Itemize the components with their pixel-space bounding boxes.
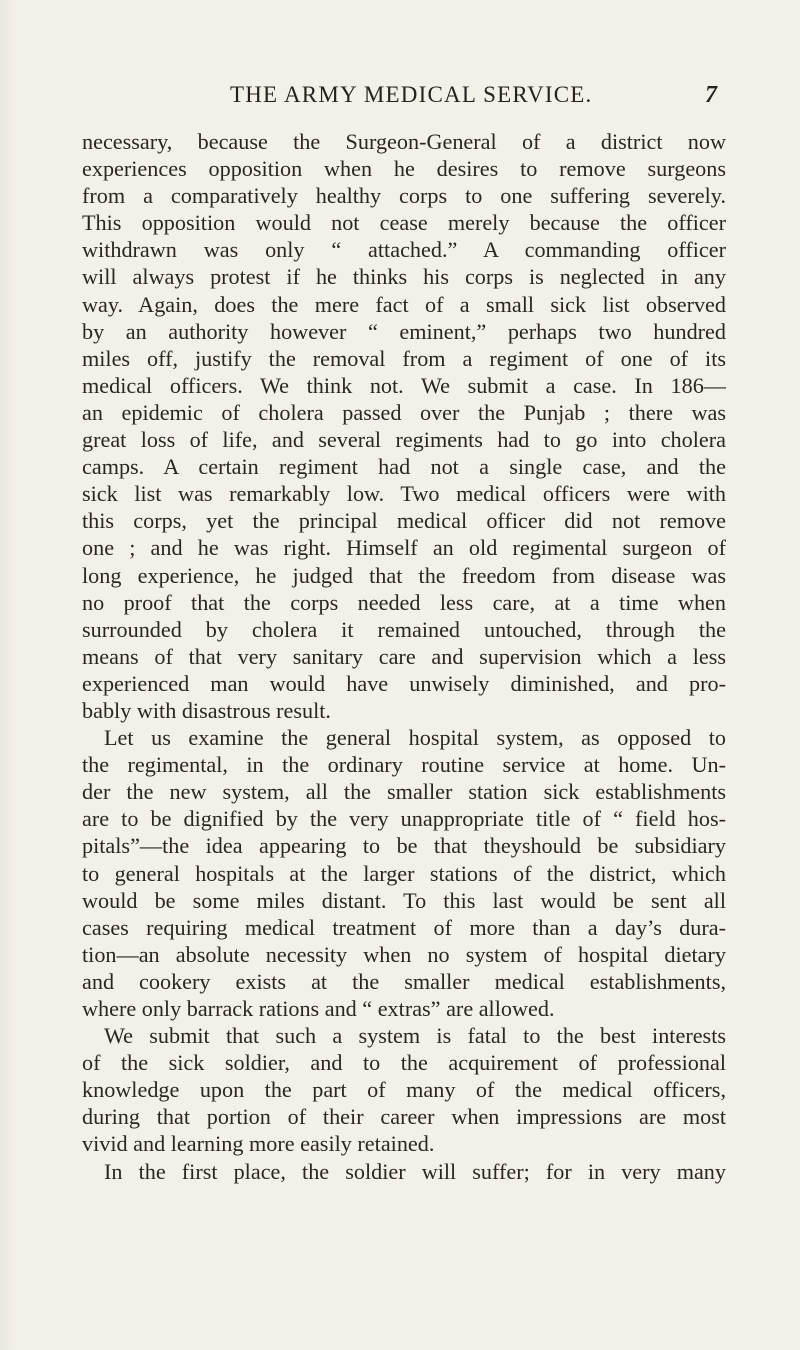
text-line: would be some miles distant. To this last would be sent all — [82, 887, 726, 913]
text-line: during that portion of their career when impressions are most — [82, 1104, 726, 1130]
text-line: one ; and he was right. Himself an old regimental surgeon of — [82, 535, 726, 561]
text-line: vivid and learning more easily retained. — [82, 1131, 435, 1157]
text-line: by an authority however “ eminent,” perhaps two hundred — [82, 318, 726, 344]
text-line: the regimental, in the ordinary routine service at home. Un- — [82, 752, 726, 778]
body-text — [82, 128, 726, 1185]
text-line: surrounded by cholera it remained untouched, through the — [82, 616, 726, 642]
text-line: where only barrack rations and “ extras” are allowed. — [82, 996, 555, 1021]
text-line: medical officers. We think not. We submit a case. In 186— — [82, 372, 726, 398]
text-line: to general hospitals at the larger stations of the district, which — [82, 860, 726, 886]
text-line: great loss of life, and several regiments had to go into cholera — [82, 427, 726, 453]
text-line: withdrawn was only “ attached.” A commanding officer — [82, 237, 726, 263]
text-line: We submit that such a system is fatal to the best interests — [104, 1023, 726, 1049]
text-line: of the sick soldier, and to the acquirement of professional — [82, 1050, 726, 1076]
text-line: way. Again, does the mere fact of a small sick list observed — [82, 291, 726, 317]
text-line: Let us examine the general hospital system, as opposed to — [104, 725, 726, 751]
running-title: THE ARMY MEDICAL SERVICE. — [230, 82, 593, 107]
text-line: an epidemic of cholera passed over the Punjab ; there was — [82, 399, 726, 425]
text-line: and cookery exists at the smaller medical establishments, — [82, 968, 726, 994]
text-line: experienced man would have unwisely diminished, and pro- — [82, 670, 726, 696]
text-line: from a comparatively healthy corps to one suffering severely. — [82, 183, 726, 209]
page-number: 7 — [705, 82, 717, 108]
text-line: tion—an absolute necessity when no system of hospital dietary — [82, 941, 726, 967]
text-line: experiences opposition when he desires to remove surgeons — [82, 156, 726, 182]
running-head — [0, 82, 800, 116]
text-line: camps. A certain regiment had not a single case, and the — [82, 454, 726, 480]
text-line: knowledge upon the part of many of the medical officers, — [82, 1077, 726, 1103]
text-line: cases requiring medical treatment of more than a day’s dura- — [82, 914, 726, 940]
text-line: necessary, because the Surgeon-General of a district now — [82, 129, 726, 154]
text-line: no proof that the corps needed less care, at a time when — [82, 589, 726, 615]
text-line: miles off, justify the removal from a regiment of one of its — [82, 345, 726, 371]
text-line: sick list was remarkably low. Two medical officers were with — [82, 481, 726, 507]
text-line: pitals”—the idea appearing to be that theyshould be subsidiary — [82, 833, 726, 859]
text-line: In the first place, the soldier will suffer; for in very many — [104, 1158, 726, 1184]
text-line: der the new system, all the smaller station sick establishments — [82, 779, 726, 805]
text-line: are to be dignified by the very unappropriate title of “ field hos- — [82, 806, 726, 832]
text-line: This opposition would not cease merely because the officer — [82, 210, 726, 236]
text-line: bably with disastrous result. — [82, 697, 331, 723]
text-line: this corps, yet the principal medical officer did not remove — [82, 508, 726, 534]
text-line: long experience, he judged that the freedom from disease was — [82, 562, 726, 588]
text-line: means of that very sanitary care and supervision which a less — [82, 643, 726, 669]
text-line: will always protest if he thinks his corps is neglected in any — [82, 264, 726, 290]
